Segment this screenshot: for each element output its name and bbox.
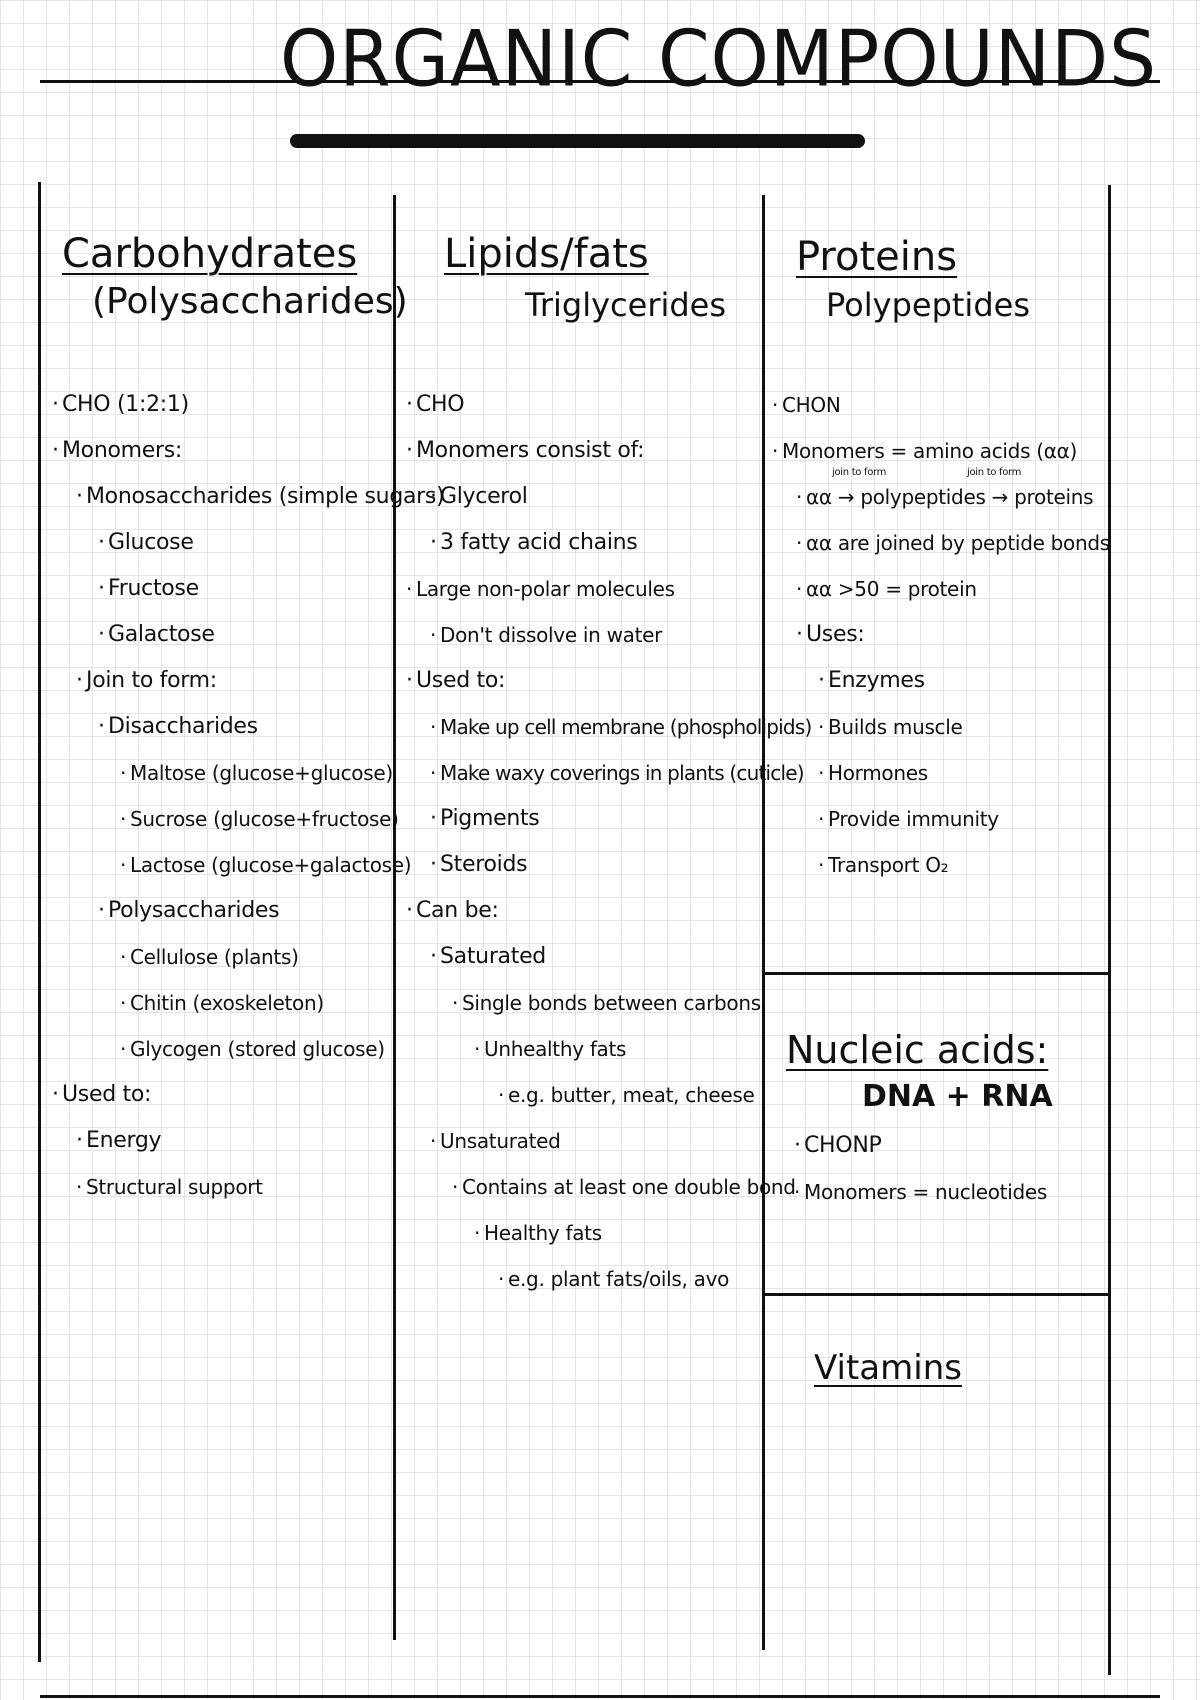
list-item: · Lactose (glucose+galactose) [62,842,444,888]
list-item: · Monosaccharides (simple sugars) [62,474,444,520]
list-item: · Unhealthy fats [416,1026,811,1072]
list-item: · Monomers = nucleotides [780,1169,1047,1215]
list-item: · Monomers: [62,428,444,474]
list-item: · Disaccharides [62,704,444,750]
list-item: · Join to form: [62,658,444,704]
proteins-subheading: Polypeptides [826,286,1030,324]
list-item: · Glycogen (stored glucose) [62,1026,444,1072]
list-item: · CHON [782,382,1110,428]
list-item: · CHONP [780,1123,1047,1169]
list-item: · Used to: [62,1072,444,1118]
lipids-list [416,382,811,1302]
protein-chain-text: αα → polypeptides → proteins [806,485,1094,509]
list-item: · Steroids [416,842,811,888]
nucleic-acids-heading: Nucleic acids: [786,1028,1049,1072]
list-item: · Unsaturated [416,1118,811,1164]
list-item: · αα are joined by peptide bonds [782,520,1110,566]
list-item: · Glucose [62,520,444,566]
nucleic-acids-list [780,1123,1047,1215]
join-note-2: join to form [967,467,1022,478]
list-item: · e.g. butter, meat, cheese [416,1072,811,1118]
proteins-nucleic-divider [764,972,1109,975]
list-item [782,467,1110,520]
list-item: · Builds muscle [782,704,1110,750]
nucleic-acids-subheading: DNA + RNA [862,1079,1053,1114]
list-item: · Single bonds between carbons [416,980,811,1026]
list-item: · Make waxy coverings in plants (cuticle) [416,750,811,796]
list-item: · αα >50 = protein [782,566,1110,612]
list-item: · Chitin (exoskeleton) [62,980,444,1026]
list-item: · Transport O₂ [782,842,1110,888]
carbohydrates-heading: Carbohydrates [62,231,358,277]
list-item: · Enzymes [782,658,1110,704]
list-item: · Uses: [782,612,1110,658]
list-item: · CHO (1:2:1) [62,382,444,428]
list-item: · Structural support [62,1164,444,1210]
list-item: · Galactose [62,612,444,658]
list-item: · Don't dissolve in water [416,612,811,658]
list-item: · Used to: [416,658,811,704]
list-item: · Make up cell membrane (phospholipids) [416,704,811,750]
list-item: · Provide immunity [782,796,1110,842]
lipids-heading: Lipids/fats [444,231,649,277]
list-item: · Contains at least one double bond [416,1164,811,1210]
list-item: · CHO [416,382,811,428]
title-underline [290,134,865,148]
list-item: · 3 fatty acid chains [416,520,811,566]
list-item: · e.g. plant fats/oils, avo [416,1256,811,1302]
join-note-1: · join to form [832,467,887,478]
nucleic-vitamins-divider [764,1293,1109,1296]
list-item: · Fructose [62,566,444,612]
list-item: · Cellulose (plants) [62,934,444,980]
list-item: · Monomers = amino acids (αα) [782,428,1110,474]
list-item: · Hormones [782,750,1110,796]
bottom-rule [40,1695,1160,1698]
list-item: · Saturated [416,934,811,980]
proteins-list [782,382,1110,888]
list-item: · Monomers consist of: [416,428,811,474]
list-item: · Energy [62,1118,444,1164]
list-item: · Maltose (glucose+glucose) [62,750,444,796]
list-item: · Sucrose (glucose+fructose) [62,796,444,842]
list-item: · Polysaccharides [62,888,444,934]
vitamins-heading: Vitamins [814,1348,962,1388]
page-title: ORGANIC COMPOUNDS [280,13,1158,105]
list-item: · Pigments [416,796,811,842]
column-divider-left [38,182,41,1662]
list-item: · Large non-polar molecules [416,566,811,612]
lipids-subheading: Triglycerides [525,286,727,324]
list-item: · Healthy fats [416,1210,811,1256]
proteins-heading: Proteins [796,234,958,280]
carbohydrates-list [62,382,444,1210]
list-item: · Glycerol [416,474,811,520]
carbohydrates-subheading: (Polysaccharides) [92,281,408,322]
list-item: · Can be: [416,888,811,934]
